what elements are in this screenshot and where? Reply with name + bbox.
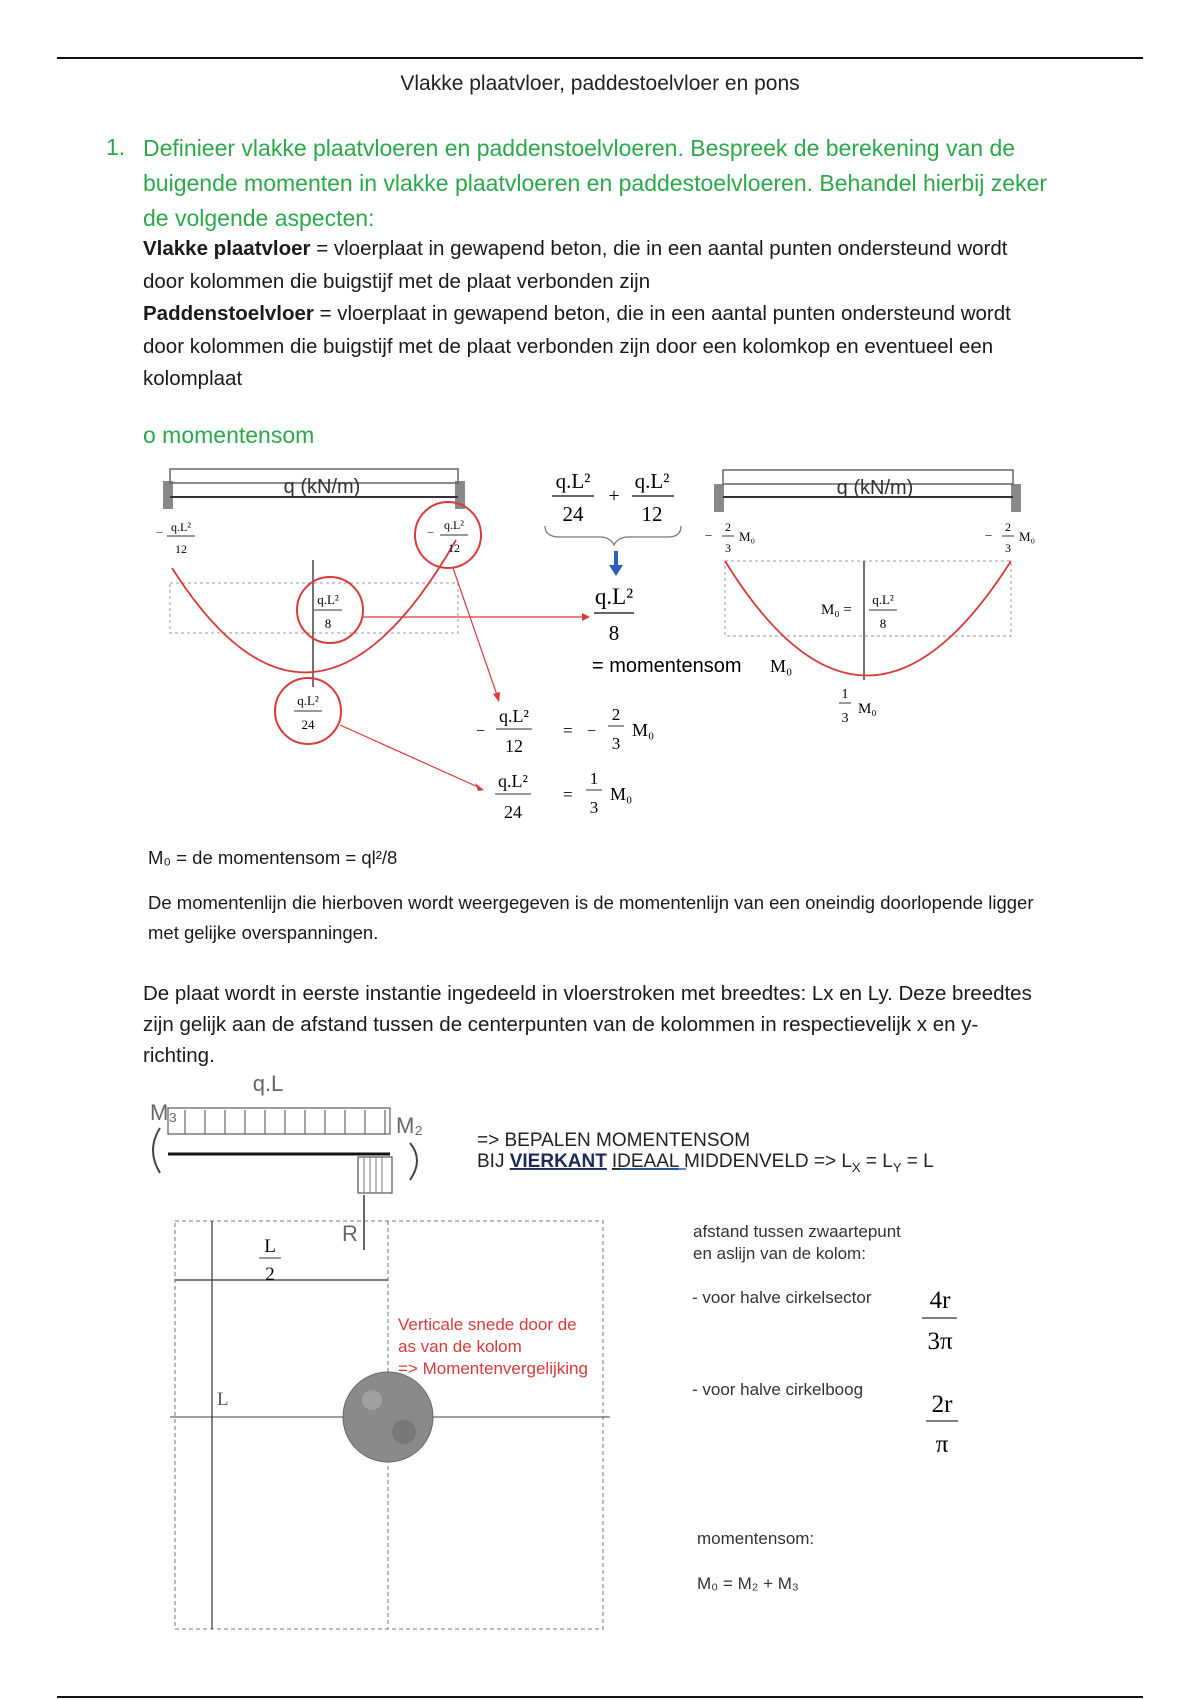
frac-den: 24 bbox=[504, 802, 522, 822]
down-arrow-head bbox=[609, 565, 623, 576]
momentensom-eq: M₀ = M₂ + M₃ bbox=[697, 1574, 799, 1593]
m2-label: M₂ bbox=[396, 1113, 423, 1138]
eq-ly: = L bbox=[860, 1151, 893, 1172]
frac-den: 8 bbox=[324, 616, 332, 631]
red-note-2: as van de kolom bbox=[398, 1337, 522, 1356]
boog-label: - voor halve cirkelboog bbox=[692, 1380, 864, 1399]
paragraph-floor-strips: De plaat wordt in eerste instantie ingedeeld in vloerstroken met breedtes: Lx en Ly. Deze breedtes zijn gelijk aan de afstand tussen de centerpunten van de kolommen in respectievelijk x en y- richting. bbox=[143, 982, 1032, 1067]
frac-den: 24 bbox=[562, 502, 584, 526]
column-circle bbox=[343, 1372, 433, 1462]
load-label-left: q (kN/m) bbox=[283, 476, 361, 498]
question-number: 1. bbox=[106, 134, 126, 160]
m0-eq: M₀ = bbox=[821, 602, 852, 618]
arrow-head bbox=[493, 692, 500, 702]
vierkant: VIERKANT bbox=[509, 1151, 607, 1172]
frac-num: q.L² bbox=[498, 771, 528, 791]
minus-sign: − bbox=[587, 723, 597, 740]
sector-label: - voor halve cirkelsector bbox=[692, 1288, 872, 1307]
frac-num: q.L² bbox=[634, 469, 670, 493]
minus-sign: − bbox=[985, 528, 993, 543]
momentensom-label: momentensom: bbox=[697, 1529, 815, 1548]
frac-den: 3 bbox=[1005, 541, 1011, 555]
sector-num: 4r bbox=[929, 1287, 951, 1314]
right-beam bbox=[705, 470, 1035, 726]
definition-flat-term: Vlakke plaatvloer bbox=[143, 237, 311, 260]
sub-x: X bbox=[851, 1160, 861, 1175]
load-label: q.L bbox=[252, 1071, 284, 1096]
afstand-2: en aslijn van de kolom: bbox=[693, 1244, 866, 1263]
frac-num: 2 bbox=[611, 705, 621, 724]
m0-symbol: M₀ bbox=[858, 701, 877, 717]
column-stub bbox=[358, 1157, 392, 1193]
moment-curve-left bbox=[172, 540, 456, 672]
frac-den: 12 bbox=[448, 541, 460, 555]
middenveld: MIDDENVELD => L bbox=[678, 1151, 852, 1172]
definition-flat-body: = vloerplaat in gewapend beton, die in een aantal punten ondersteund wordt door kolommen die buigstijf met de plaat verbonden zijn bbox=[143, 237, 1008, 293]
left-support-hatch bbox=[163, 481, 173, 509]
frac-num: q.L² bbox=[171, 520, 191, 534]
plan-view bbox=[170, 1221, 610, 1629]
definition-mushroom-body: = vloerplaat in gewapend beton, die in een aantal punten ondersteund wordt door kolommen die buigstijf met de plaat verbonden zijn door een kolomkop en eventueel een kolomplaat bbox=[143, 302, 1011, 390]
sub-y: Y bbox=[892, 1160, 902, 1175]
frac-den: 12 bbox=[505, 736, 523, 756]
minus-sign: − bbox=[705, 528, 713, 543]
equals-sign: = bbox=[563, 785, 573, 804]
frac-num: q.L² bbox=[594, 584, 634, 609]
subheading-momentensom: o momentensom bbox=[143, 422, 315, 448]
left-beam bbox=[156, 469, 590, 791]
formula-line: M₀ = de momentensom = ql²/8 bbox=[148, 847, 398, 868]
m0-symbol: M₀ bbox=[1019, 529, 1036, 544]
frac-den: 12 bbox=[175, 542, 187, 556]
frac-den: 8 bbox=[608, 621, 620, 645]
frac-num: 1 bbox=[589, 769, 599, 788]
cantilever-diagram bbox=[150, 1071, 423, 1250]
frac-den: 3 bbox=[841, 711, 849, 726]
boog-num: 2r bbox=[931, 1391, 953, 1418]
moment-curve-right bbox=[725, 561, 1011, 676]
bij: BIJ bbox=[477, 1151, 510, 1172]
moment-arrow-right bbox=[410, 1143, 417, 1180]
arrow-line bbox=[340, 725, 478, 787]
reaction-label: R bbox=[342, 1221, 358, 1246]
moment-arrow-left bbox=[153, 1128, 160, 1173]
middle-formulas bbox=[476, 469, 792, 822]
baseline-box bbox=[725, 561, 1011, 636]
paragraph-moment-line: De momentenlijn die hierboven wordt weergegeven is de momentenlijn van een oneindig doorlopende ligger met gelijke overspanningen. bbox=[148, 892, 1034, 943]
brace bbox=[545, 526, 681, 545]
frac-num: 2 bbox=[725, 520, 731, 534]
frac-den: 12 bbox=[641, 502, 663, 526]
dim-l-top: L bbox=[264, 1236, 276, 1257]
figure-column-strip bbox=[0, 1060, 1200, 1660]
arrow-head bbox=[475, 783, 484, 791]
column-texture bbox=[392, 1420, 416, 1444]
afstand-1: afstand tussen zwaartepunt bbox=[693, 1222, 901, 1241]
m0-symbol: M₀ bbox=[632, 720, 655, 740]
frac-den: 3 bbox=[589, 798, 599, 817]
equals-sign: = bbox=[563, 721, 573, 740]
load-block bbox=[168, 1108, 390, 1134]
arrow-line bbox=[453, 568, 497, 695]
bepalen-line: => BEPALEN MOMENTENSOM bbox=[477, 1130, 751, 1151]
frac-num: q.L² bbox=[499, 706, 529, 726]
ideaal: IDEAAL bbox=[611, 1151, 679, 1172]
frac-den: 8 bbox=[879, 616, 887, 631]
minus-sign: − bbox=[476, 723, 486, 740]
frac-den: 3 bbox=[611, 734, 621, 753]
frac-num: 2 bbox=[1005, 520, 1011, 534]
frac-num: q.L² bbox=[317, 592, 339, 607]
frac-num: q.L² bbox=[872, 592, 894, 607]
left-support-hatch bbox=[714, 484, 724, 512]
frac-num: q.L² bbox=[444, 518, 464, 532]
frac-den: 24 bbox=[301, 717, 315, 732]
minus-sign: − bbox=[156, 525, 164, 540]
bij-line bbox=[477, 1151, 934, 1175]
load-arrows bbox=[185, 1110, 385, 1134]
m0-symbol: M₀ bbox=[739, 529, 756, 544]
plus-sign: + bbox=[608, 485, 620, 507]
sector-den: 3π bbox=[927, 1328, 953, 1355]
definition-mushroom-term: Paddenstoelvloer bbox=[143, 302, 314, 325]
red-note-1: Verticale snede door de bbox=[398, 1315, 577, 1334]
boog-den: π bbox=[935, 1431, 949, 1458]
eq-l: = L bbox=[901, 1151, 934, 1172]
frac-num: q.L² bbox=[555, 469, 591, 493]
m3-label: M₃ bbox=[150, 1100, 178, 1125]
m0-symbol: M₀ bbox=[770, 656, 793, 676]
baseline-box bbox=[170, 583, 458, 633]
dim-half-den: 2 bbox=[265, 1264, 275, 1285]
m0-symbol: M₀ bbox=[610, 784, 633, 804]
minus-sign: − bbox=[427, 525, 435, 540]
momentensom-label: = momentensom bbox=[592, 655, 742, 677]
column-hatch bbox=[364, 1157, 382, 1193]
frac-num: q.L² bbox=[297, 693, 319, 708]
frac-den: 3 bbox=[725, 541, 731, 555]
page-header: Vlakke plaatvloer, paddestoelvloer en pons bbox=[400, 72, 800, 95]
load-label-right: q (kN/m) bbox=[836, 477, 914, 499]
bottom-rule bbox=[57, 1696, 1143, 1698]
column-texture bbox=[362, 1390, 382, 1410]
frac-num: 1 bbox=[841, 687, 849, 702]
arrow-head bbox=[582, 613, 590, 621]
red-note-3: => Momentenvergelijking bbox=[398, 1359, 588, 1378]
question-text: Definieer vlakke plaatvloeren en paddenstoelvloeren. Bespreek de berekening van de buigende momenten in vlakke plaatvloeren en paddestoelvloeren. Behandel hierbij zeker de volgende aspecten: bbox=[143, 135, 1047, 231]
dim-l-side: L bbox=[217, 1389, 229, 1410]
